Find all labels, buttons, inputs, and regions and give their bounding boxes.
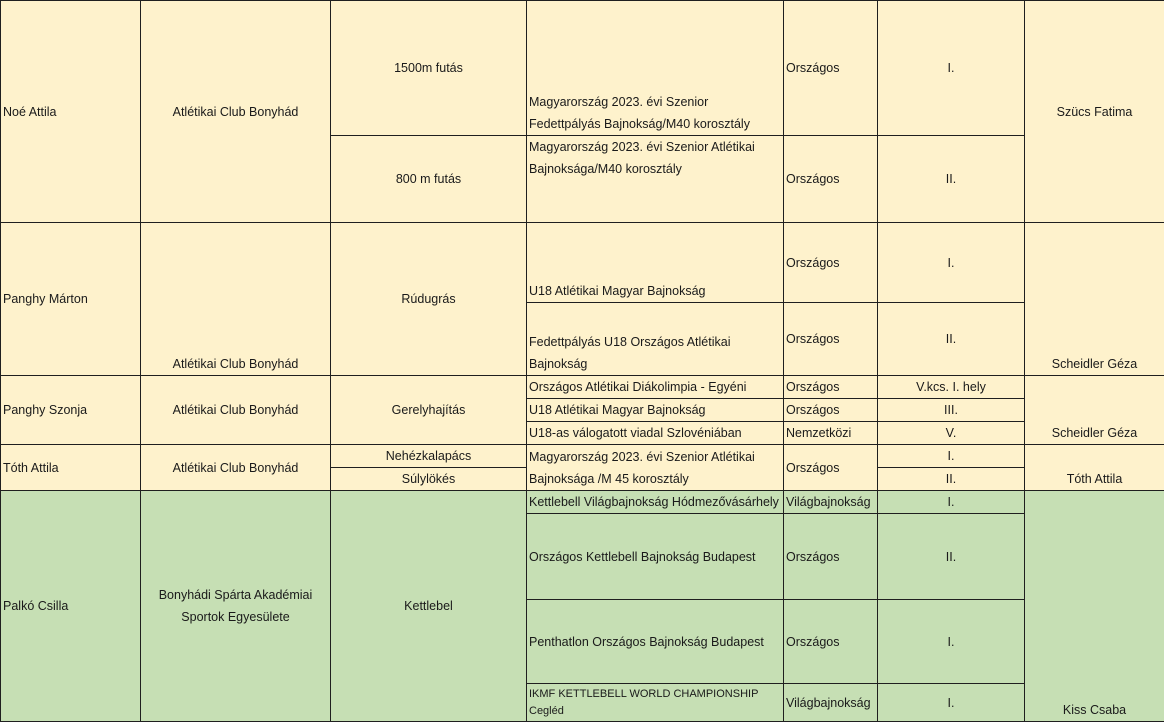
competition-cell[interactable]: U18-as válogatott viadal Szlovéniában [527,422,784,445]
level-cell[interactable]: Nemzetközi [784,422,878,445]
competition-cell[interactable]: Magyarország 2023. évi Szenior Atlétikai Bajnoksága/M40 korosztály [527,136,784,223]
level-cell[interactable]: Országos [784,303,878,376]
placement-cell[interactable]: I. [878,684,1025,722]
level-cell[interactable]: Országos [784,1,878,136]
placement-cell[interactable]: V. [878,422,1025,445]
coach-cell[interactable]: Szücs Fatima [1025,1,1164,223]
athlete-name-cell[interactable]: Tóth Attila [1,445,141,491]
competition-cell[interactable]: Országos Kettlebell Bajnokság Budapest [527,514,784,600]
coach-cell[interactable]: Kiss Csaba [1025,491,1164,722]
event-cell[interactable]: Gerelyhajítás [331,376,527,445]
athlete-name-cell[interactable]: Panghy Márton [1,223,141,376]
placement-cell[interactable]: I. [878,445,1025,468]
placement-cell[interactable]: II. [878,136,1025,223]
athlete-name-cell[interactable]: Noé Attila [1,1,141,223]
club-cell[interactable]: Atlétikai Club Bonyhád [141,376,331,445]
event-cell[interactable]: 1500m futás [331,1,527,136]
placement-cell[interactable]: I. [878,1,1025,136]
club-cell[interactable]: Atlétikai Club Bonyhád [141,1,331,223]
competition-cell[interactable]: IKMF KETTLEBELL WORLD CHAMPIONSHIP Cegléd [527,684,784,722]
level-cell[interactable]: Világbajnokság [784,491,878,514]
level-cell[interactable]: Világbajnokság [784,684,878,722]
competition-cell[interactable]: Magyarország 2023. évi Szenior Fedettpályás Bajnokság/M40 korosztály [527,1,784,136]
table-row [1,491,1164,514]
competition-cell[interactable]: U18 Atlétikai Magyar Bajnokság [527,399,784,422]
placement-cell[interactable]: I. [878,223,1025,303]
competition-cell[interactable]: Kettlebell Világbajnokság Hódmezővásárhely [527,491,784,514]
level-cell[interactable]: Országos [784,514,878,600]
event-cell[interactable]: Nehézkalapács [331,445,527,468]
event-cell[interactable]: Rúdugrás [331,223,527,376]
coach-cell[interactable]: Tóth Attila [1025,445,1164,491]
level-cell[interactable]: Országos [784,376,878,399]
table-row [1,445,1164,468]
coach-cell[interactable]: Scheidler Géza [1025,223,1164,376]
competition-cell[interactable]: Magyarország 2023. évi Szenior Atlétikai Bajnoksága /M 45 korosztály [527,445,784,491]
level-cell[interactable]: Országos [784,445,878,491]
event-cell[interactable]: Kettlebel [331,491,527,722]
placement-cell[interactable]: V.kcs. I. hely [878,376,1025,399]
competition-cell[interactable]: Országos Atlétikai Diákolimpia - Egyéni [527,376,784,399]
event-cell[interactable]: 800 m futás [331,136,527,223]
table-row [1,376,1164,399]
club-cell[interactable]: Atlétikai Club Bonyhád [141,223,331,376]
placement-cell[interactable]: I. [878,491,1025,514]
club-cell[interactable]: Atlétikai Club Bonyhád [141,445,331,491]
placement-cell[interactable]: III. [878,399,1025,422]
competition-cell[interactable]: U18 Atlétikai Magyar Bajnokság [527,223,784,303]
athlete-name-cell[interactable]: Panghy Szonja [1,376,141,445]
level-cell[interactable]: Országos [784,136,878,223]
coach-cell[interactable]: Scheidler Géza [1025,376,1164,445]
level-cell[interactable]: Országos [784,223,878,303]
event-cell[interactable]: Súlylökés [331,468,527,491]
placement-cell[interactable]: II. [878,303,1025,376]
level-cell[interactable]: Országos [784,399,878,422]
competition-cell[interactable]: Fedettpályás U18 Országos Atlétikai Bajnokság [527,303,784,376]
placement-cell[interactable]: I. [878,600,1025,684]
club-cell[interactable]: Bonyhádi Spárta Akadémiai Sportok Egyesülete [141,491,331,722]
competition-cell[interactable]: Penthatlon Országos Bajnokság Budapest [527,600,784,684]
table-row [1,1,1164,136]
table-row [1,223,1164,303]
placement-cell[interactable]: II. [878,514,1025,600]
placement-cell[interactable]: II. [878,468,1025,491]
level-cell[interactable]: Országos [784,600,878,684]
athlete-name-cell[interactable]: Palkó Csilla [1,491,141,722]
